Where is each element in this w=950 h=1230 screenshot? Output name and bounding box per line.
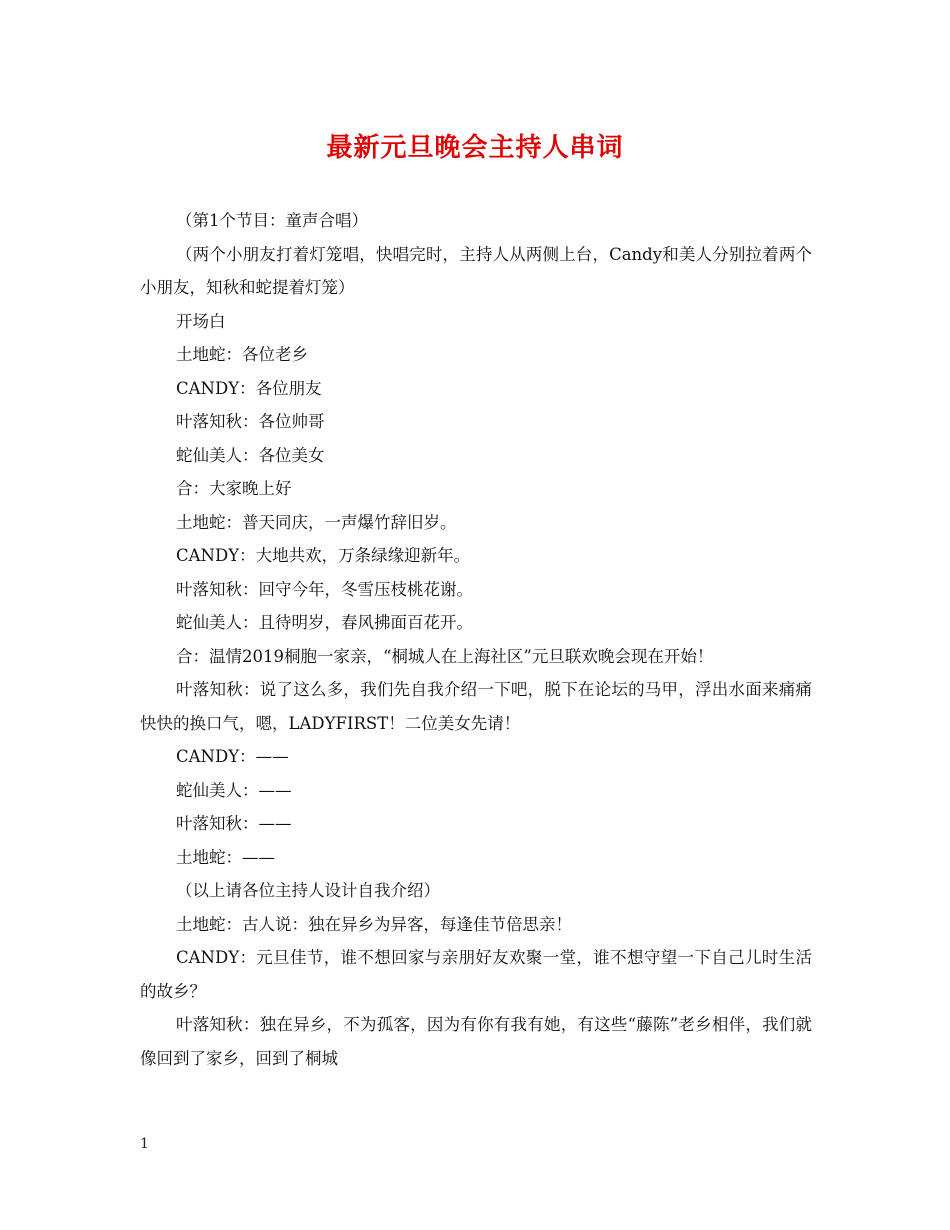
page-number: 1: [140, 1136, 149, 1152]
paragraph: （第1个节目：童声合唱）: [176, 211, 368, 230]
paragraph: 合：大家晚上好: [176, 479, 292, 498]
paragraph: 蛇仙美人：且待明岁，春风拂面百花开。: [176, 613, 473, 632]
paragraph: （以上请各位主持人设计自我介绍）: [176, 881, 440, 900]
document-body: [140, 204, 812, 1075]
paragraph: 开场白: [176, 311, 226, 331]
paragraph: 蛇仙美人：各位美女: [176, 445, 325, 465]
paragraph: 土地蛇：——: [176, 847, 275, 867]
paragraph: 叶落知秋：独在异乡，不为孤客，因为有你有我有她，有这些“藤陈”老乡相伴，我们就像回到了家乡，回到了桐城: [140, 1015, 812, 1068]
paragraph: CANDY：大地共欢，万条绿缘迎新年。: [176, 546, 471, 565]
paragraph: 叶落知秋：各位帅哥: [176, 412, 325, 431]
paragraph: CANDY：各位朋友: [176, 378, 322, 398]
paragraph: 叶落知秋：——: [176, 814, 292, 833]
paragraph: 土地蛇：普天同庆，一声爆竹辞旧岁。: [176, 512, 457, 532]
document-title: 最新元旦晚会主持人串词: [326, 133, 624, 163]
paragraph: （两个小朋友打着灯笼唱，快唱完时，主持人从两侧上台，Candy和美人分别拉着两个小朋友，知秋和蛇提着灯笼）: [140, 244, 812, 297]
paragraph: 叶落知秋：回守今年，冬雪压枝桃花谢。: [176, 579, 473, 599]
paragraph: 叶落知秋：说了这么多，我们先自我介绍一下吧，脱下在论坛的马甲，浮出水面来痛痛快快的换口气，嗯，LADYFIRST！二位美女先请！: [140, 680, 812, 733]
paragraph: 合：温情2019桐胞一家亲，“桐城人在上海社区”元旦联欢晚会现在开始！: [176, 646, 714, 666]
paragraph: 蛇仙美人：——: [176, 780, 292, 800]
paragraph: 土地蛇：古人说：独在异乡为异客，每逢佳节倍思亲！: [176, 914, 572, 934]
paragraph: CANDY：元旦佳节，谁不想回家与亲朋好友欢聚一堂，谁不想守望一下自己儿时生活的故乡？: [140, 948, 812, 1001]
paragraph: CANDY：——: [176, 747, 289, 766]
paragraph: 土地蛇：各位老乡: [176, 345, 308, 364]
